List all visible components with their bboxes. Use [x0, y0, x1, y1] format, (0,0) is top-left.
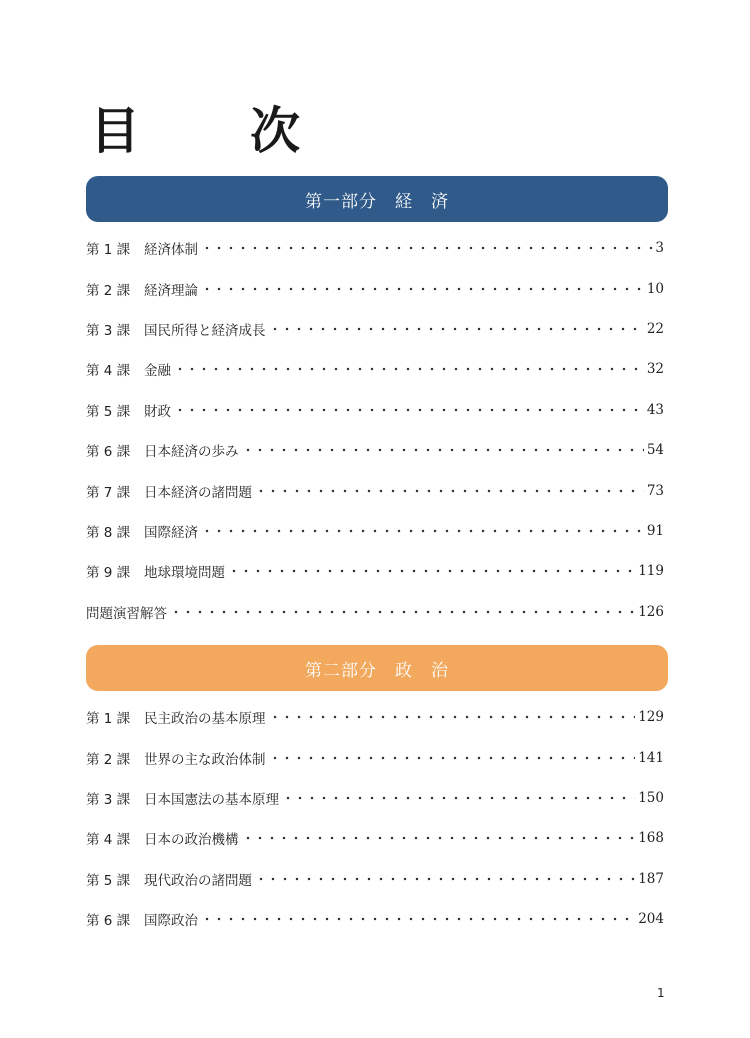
dot-leader [255, 877, 635, 881]
lesson-number: 第 6 課 [86, 913, 131, 930]
page-ref: 54 [646, 442, 664, 459]
toc-entry[interactable] [86, 470, 664, 510]
dot-leader [269, 756, 636, 760]
lesson-title: 経済理論 [144, 282, 198, 299]
toc-entry[interactable] [86, 390, 664, 430]
page-ref: 168 [638, 830, 664, 847]
toc-entry[interactable] [86, 859, 664, 899]
page-number: 1 [657, 986, 665, 1000]
page-ref: 150 [638, 789, 664, 806]
lesson-title: 国際政治 [144, 913, 198, 930]
page-ref: 22 [646, 320, 664, 337]
page-ref: 129 [638, 709, 664, 726]
lesson-title: 問題演習解答 [86, 605, 167, 622]
toc-entry[interactable] [86, 737, 664, 777]
dot-leader [269, 715, 636, 719]
page-ref: 43 [646, 401, 664, 418]
page-ref: 187 [638, 870, 664, 887]
lesson-number: 第 4 課 [86, 363, 131, 380]
dot-leader [242, 836, 636, 840]
lesson-title: 国民所得と経済成長 [144, 322, 266, 339]
lesson-title: 国際経済 [144, 524, 198, 541]
part1-label: 第一部分 経 済 [305, 191, 449, 212]
toc-entry[interactable] [86, 511, 664, 551]
page-ref: 73 [646, 482, 664, 499]
title-char-2: 次 [250, 102, 300, 160]
toc-entry[interactable] [86, 228, 664, 268]
page-ref: 204 [638, 911, 664, 928]
dot-leader [269, 327, 644, 331]
part2-toc-list [86, 697, 664, 939]
dot-leader [174, 408, 644, 412]
dot-leader [242, 448, 644, 452]
toc-entry[interactable] [86, 430, 664, 470]
dot-leader [201, 917, 635, 921]
toc-entry[interactable] [86, 268, 664, 308]
dot-leader [255, 489, 644, 493]
lesson-title: 地球環境問題 [144, 565, 225, 582]
part2-banner [86, 645, 668, 691]
toc-entry[interactable] [86, 349, 664, 389]
page-ref: 126 [638, 603, 664, 620]
dot-leader [282, 796, 635, 800]
page-ref: 32 [646, 361, 664, 378]
dot-leader [170, 610, 635, 614]
toc-entry[interactable] [86, 551, 664, 591]
toc-entry[interactable] [86, 592, 664, 632]
lesson-number: 第 4 課 [86, 832, 131, 849]
lesson-title: 財政 [144, 403, 171, 420]
page-ref: 119 [638, 563, 664, 580]
toc-entry[interactable] [86, 899, 664, 939]
lesson-number: 第 8 課 [86, 524, 131, 541]
lesson-number: 第 1 課 [86, 711, 131, 728]
title-char-1: 目 [90, 102, 140, 160]
dot-leader [228, 569, 635, 573]
lesson-number: 第 2 課 [86, 751, 131, 768]
lesson-title: 日本の政治機構 [144, 832, 239, 849]
toc-entry[interactable] [86, 697, 664, 737]
lesson-number: 第 6 課 [86, 444, 131, 461]
lesson-title: 現代政治の諸問題 [144, 872, 252, 889]
toc-entry[interactable] [86, 309, 664, 349]
page-ref: 3 [655, 240, 664, 257]
lesson-title: 日本国憲法の基本原理 [144, 791, 279, 808]
lesson-number: 第 9 課 [86, 565, 131, 582]
lesson-number: 第 5 課 [86, 872, 131, 889]
page-title [90, 96, 300, 166]
lesson-title: 民主政治の基本原理 [144, 711, 266, 728]
lesson-title: 日本経済の歩み [144, 444, 239, 461]
toc-entry[interactable] [86, 778, 664, 818]
lesson-title: 金融 [144, 363, 171, 380]
toc-entry[interactable] [86, 818, 664, 858]
part2-label: 第二部分 政 治 [305, 660, 449, 681]
lesson-number: 第 1 課 [86, 242, 131, 259]
dot-leader [201, 246, 652, 250]
part1-banner [86, 176, 668, 222]
dot-leader [201, 287, 644, 291]
lesson-number: 第 2 課 [86, 282, 131, 299]
lesson-number: 第 7 課 [86, 484, 131, 501]
page-ref: 91 [646, 522, 664, 539]
lesson-number: 第 5 課 [86, 403, 131, 420]
lesson-title: 世界の主な政治体制 [144, 751, 266, 768]
page-ref: 141 [638, 749, 664, 766]
lesson-title: 経済体制 [144, 242, 198, 259]
lesson-number: 第 3 課 [86, 322, 131, 339]
lesson-title: 日本経済の諸問題 [144, 484, 252, 501]
dot-leader [174, 367, 644, 371]
lesson-number: 第 3 課 [86, 791, 131, 808]
part1-toc-list [86, 228, 664, 632]
page-ref: 10 [646, 280, 664, 297]
dot-leader [201, 529, 644, 533]
